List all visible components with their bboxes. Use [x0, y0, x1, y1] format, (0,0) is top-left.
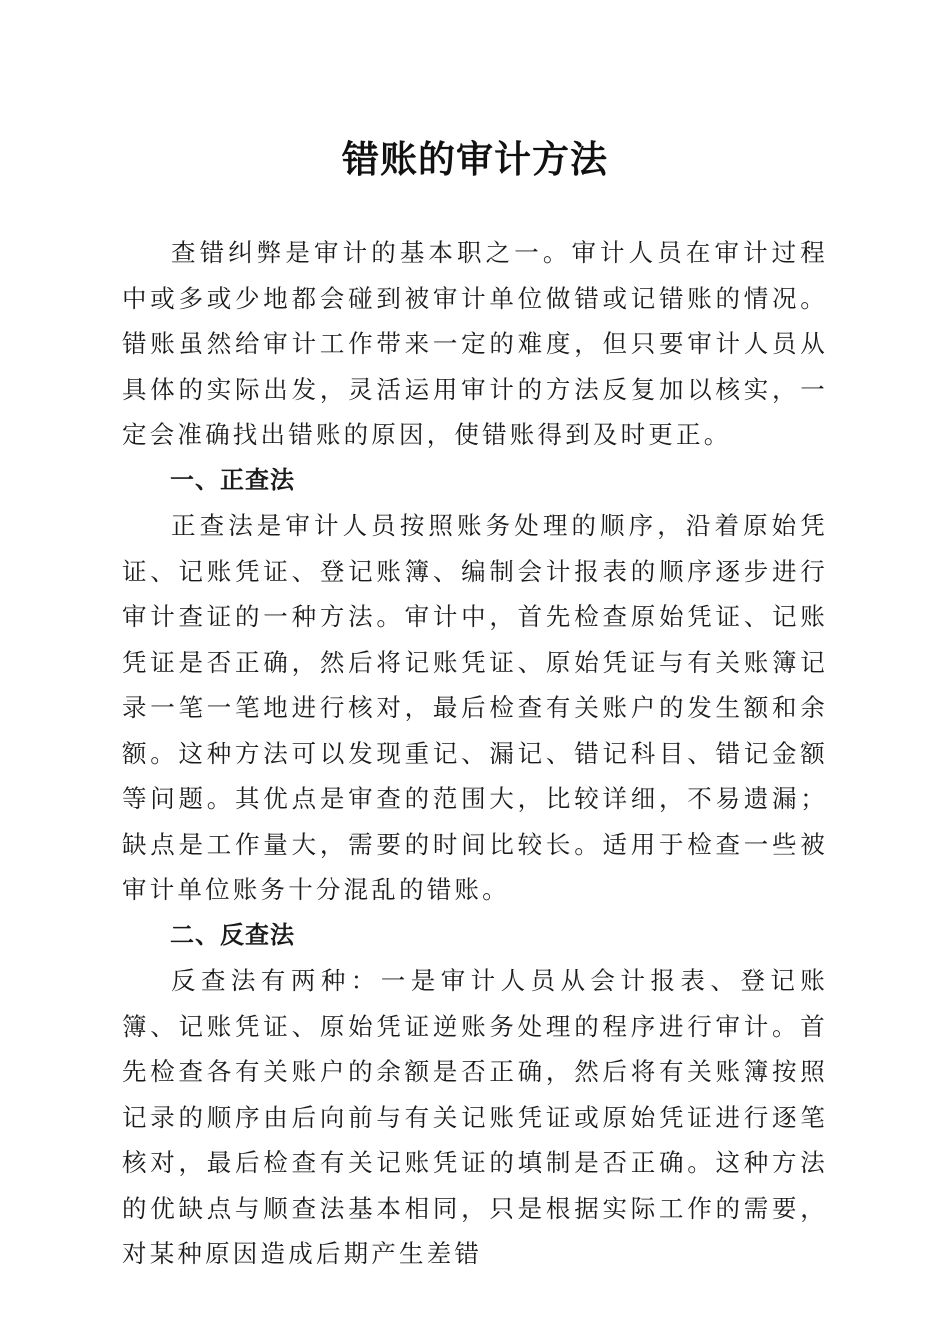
- section-heading-forward-check: 一、正查法: [170, 465, 295, 494]
- section-paragraph-reverse-check: 反查法有两种：一是审计人员从会计报表、登记账簿、记账凭证、原始凭证逆账务处理的程序进行审计。首先检查各有关账户的余额是否正确，然后将有关账簿按照记录的顺序由后向前与有关记账凭证或原始凭证进行逐笔核对，最后检查有关记账凭证的填制是否正确。这种方法的优缺点与顺查法基本相同，只是根据实际工作的需要，对某种原因造成后期产生差错: [122, 966, 828, 1268]
- intro-paragraph: 查错纠弊是审计的基本职之一。审计人员在审计过程中或多或少地都会碰到被审计单位做错或记错账的情况。错账虽然给审计工作带来一定的难度，但只要审计人员从具体的实际出发，灵活运用审计的方法反复加以核实，一定会准确找出错账的原因，使错账得到及时更正。: [122, 238, 828, 449]
- document-body: [122, 230, 828, 1277]
- document-title: 错账的审计方法: [342, 137, 608, 181]
- section-paragraph-forward-check: 正查法是审计人员按照账务处理的顺序，沿着原始凭证、记账凭证、登记账簿、编制会计报表的顺序逐步进行审计查证的一种方法。审计中，首先检查原始凭证、记账凭证是否正确，然后将记账凭证、原始凭证与有关账簿记录一笔一笔地进行核对，最后检查有关账户的发生额和余额。这种方法可以发现重记、漏记、错记科目、错记金额等问题。其优点是审查的范围大，比较详细，不易遗漏；缺点是工作量大，需要的时间比较长。适用于检查一些被审计单位账务十分混乱的错账。: [122, 511, 828, 904]
- section-heading-reverse-check: 二、反查法: [170, 920, 295, 949]
